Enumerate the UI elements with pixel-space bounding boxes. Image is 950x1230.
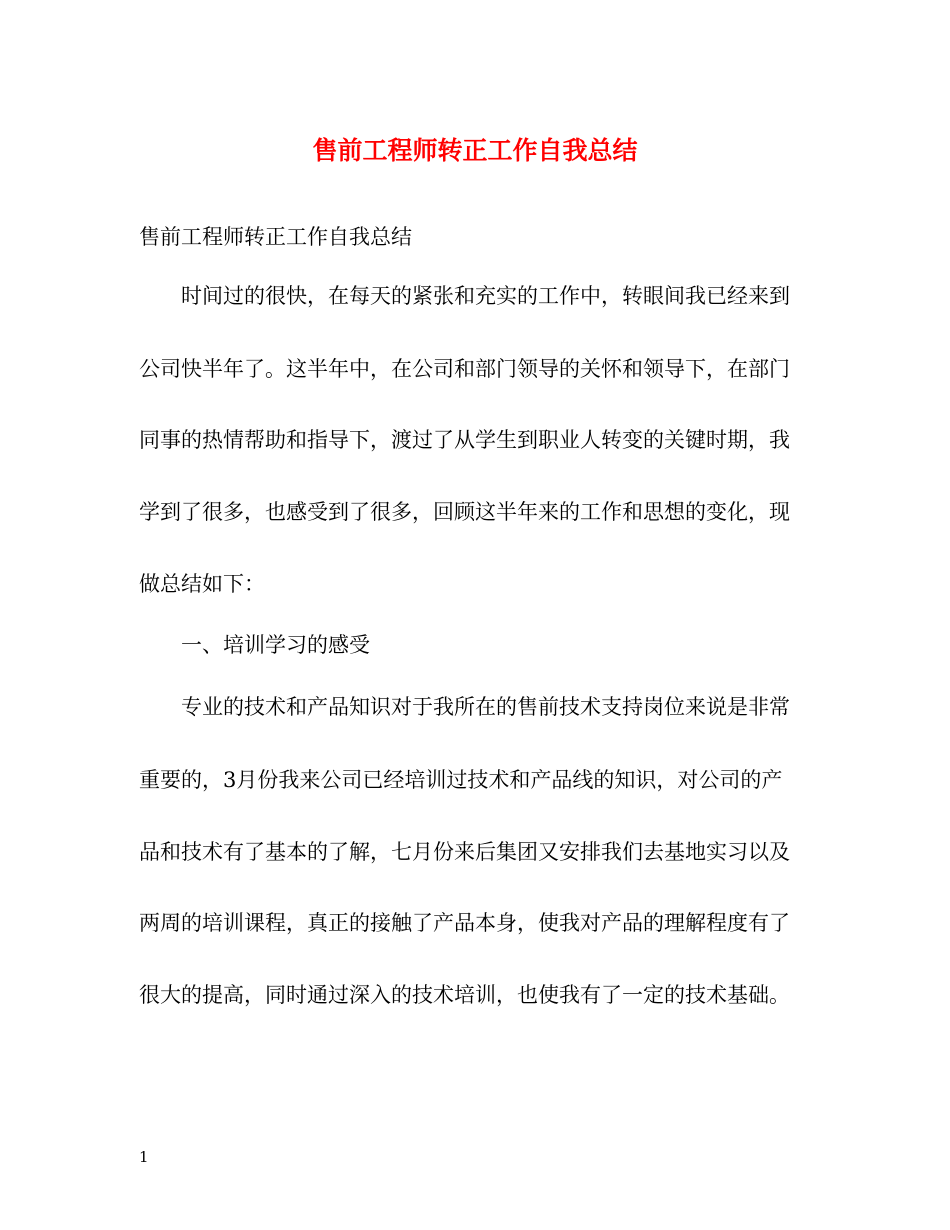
paragraph-2-line-1: 专业的技术和产品知识对于我所在的售前技术支持岗位来说是非常	[181, 695, 790, 719]
paragraph-1-line-2: 公司快半年了。这半年中，在公司和部门领导的关怀和领导下，在部门	[139, 357, 790, 381]
paragraph-1-line-5: 做总结如下：	[139, 572, 265, 596]
paragraph-2-line-5: 很大的提高，同时通过深入的技术培训，也使我有了一定的技术基础。	[139, 983, 790, 1007]
document-title: 售前工程师转正工作自我总结	[312, 136, 638, 165]
page-number: 1	[139, 1148, 149, 1166]
paragraph-1-line-1: 时间过的很快，在每天的紧张和充实的工作中，转眼间我已经来到	[181, 284, 790, 308]
paragraph-1-line-4: 学到了很多，也感受到了很多，回顾这半年来的工作和思想的变化，现	[139, 500, 790, 524]
document-subtitle: 售前工程师转正工作自我总结	[139, 225, 412, 249]
paragraph-2-line-3: 品和技术有了基本的了解，七月份来后集团又安排我们去基地实习以及	[139, 840, 790, 864]
paragraph-2-line-4: 两周的培训课程，真正的接触了产品本身，使我对产品的理解程度有了	[139, 911, 790, 935]
section-1-heading: 一、培训学习的感受	[181, 633, 370, 657]
paragraph-1-line-3: 同事的热情帮助和指导下，渡过了从学生到职业人转变的关键时期，我	[139, 428, 790, 452]
paragraph-2-line-2: 重要的，3月份我来公司已经培训过技术和产品线的知识，对公司的产	[139, 768, 783, 792]
